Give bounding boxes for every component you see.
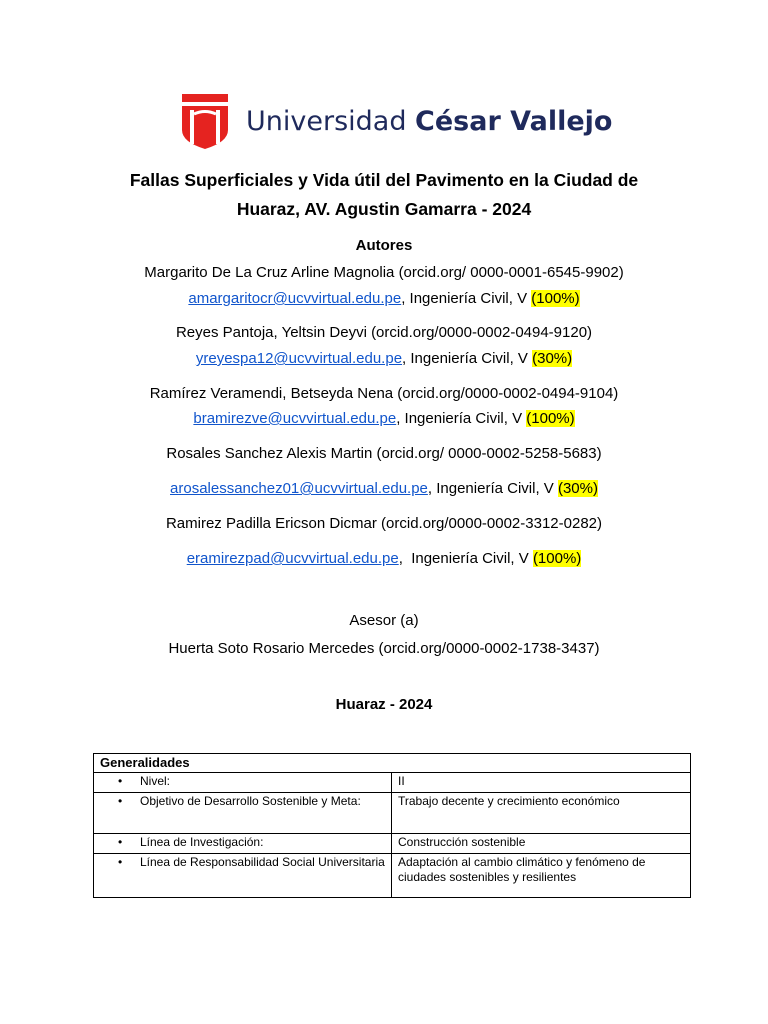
table-row	[94, 854, 691, 898]
bullet-icon: •	[118, 794, 123, 808]
row-value: Trabajo decente y crecimiento económico	[392, 793, 691, 834]
authors-heading: Autores	[355, 237, 413, 254]
generalidades-table	[93, 753, 691, 898]
author-3-contact	[40, 410, 728, 428]
row-label: Nivel:	[140, 774, 171, 788]
table-row	[94, 834, 691, 854]
author-1-email-link[interactable]: amargaritocr@ucvvirtual.edu.pe	[188, 290, 402, 307]
place-year: Huaraz - 2024	[335, 696, 433, 713]
university-name-part2: César Vallejo	[415, 105, 613, 137]
table-row	[94, 773, 691, 793]
title-line-1: Fallas Superficiales y Vida útil del Pavimento en la Ciudad de	[129, 170, 639, 190]
table-heading: Generalidades	[94, 754, 691, 773]
row-value: Construcción sostenible	[392, 834, 691, 854]
author-2-name: Reyes Pantoja, Yeltsin Deyvi (orcid.org/0000-0002-0494-9120)	[175, 324, 593, 341]
author-3-program: , Ingeniería Civil, V	[396, 410, 527, 427]
author-1-contact	[40, 290, 728, 308]
author-1-name: Margarito De La Cruz Arline Magnolia (orcid.org/ 0000-0001-6545-9902)	[144, 264, 624, 281]
university-logo	[180, 92, 612, 150]
table-header-row	[94, 754, 691, 773]
author-4-name: Rosales Sanchez Alexis Martin (orcid.org/ 0000-0002-5258-5683)	[166, 445, 602, 462]
table-row	[94, 793, 691, 834]
author-4-email-link[interactable]: arosalessanchez01@ucvvirtual.edu.pe	[170, 480, 428, 497]
author-5-name: Ramirez Padilla Ericson Dicmar (orcid.org/0000-0002-3312-0282)	[165, 515, 603, 532]
author-1-percent: (100%)	[531, 290, 580, 307]
university-name-part1: Universidad	[246, 105, 416, 137]
thesis-title	[60, 166, 708, 224]
title-line-2: Huaraz, AV. Agustin Gamarra - 2024	[236, 199, 532, 219]
author-2-email-link[interactable]: yreyespa12@ucvvirtual.edu.pe	[195, 350, 403, 367]
bullet-icon: •	[118, 835, 123, 849]
author-5-percent: (100%)	[532, 550, 582, 567]
author-2-contact	[40, 350, 728, 368]
author-4-contact	[40, 480, 728, 498]
row-label: Línea de Responsabilidad Social Universitaria	[140, 855, 385, 869]
row-label: Línea de Investigación:	[140, 835, 264, 849]
row-value: II	[392, 773, 691, 793]
author-2-program: , Ingeniería Civil, V	[402, 350, 533, 367]
author-5-contact	[40, 550, 728, 568]
university-name	[246, 106, 612, 137]
author-2-percent: (30%)	[532, 350, 573, 367]
author-1-program: , Ingeniería Civil, V	[401, 290, 532, 307]
bullet-icon: •	[118, 774, 123, 788]
author-5-email-link[interactable]: eramirezpad@ucvvirtual.edu.pe	[186, 550, 399, 567]
author-3-name: Ramírez Veramendi, Betseyda Nena (orcid.org/0000-0002-0494-9104)	[149, 385, 619, 402]
row-value: Adaptación al cambio climático y fenómeno de ciudades sostenibles y resilientes	[392, 854, 691, 898]
advisor-name: Huerta Soto Rosario Mercedes (orcid.org/0000-0002-1738-3437)	[168, 640, 600, 657]
author-4-percent: (30%)	[557, 480, 598, 497]
advisor-heading: Asesor (a)	[349, 612, 419, 629]
author-4-program: , Ingeniería Civil, V	[427, 480, 558, 497]
row-label: Objetivo de Desarrollo Sostenible y Meta:	[140, 794, 361, 808]
author-3-percent: (100%)	[526, 410, 575, 427]
author-5-program: , Ingeniería Civil, V	[398, 550, 533, 567]
bullet-icon: •	[118, 855, 123, 869]
author-3-email-link[interactable]: bramirezve@ucvvirtual.edu.pe	[193, 410, 397, 427]
ucv-shield-icon	[180, 92, 230, 150]
